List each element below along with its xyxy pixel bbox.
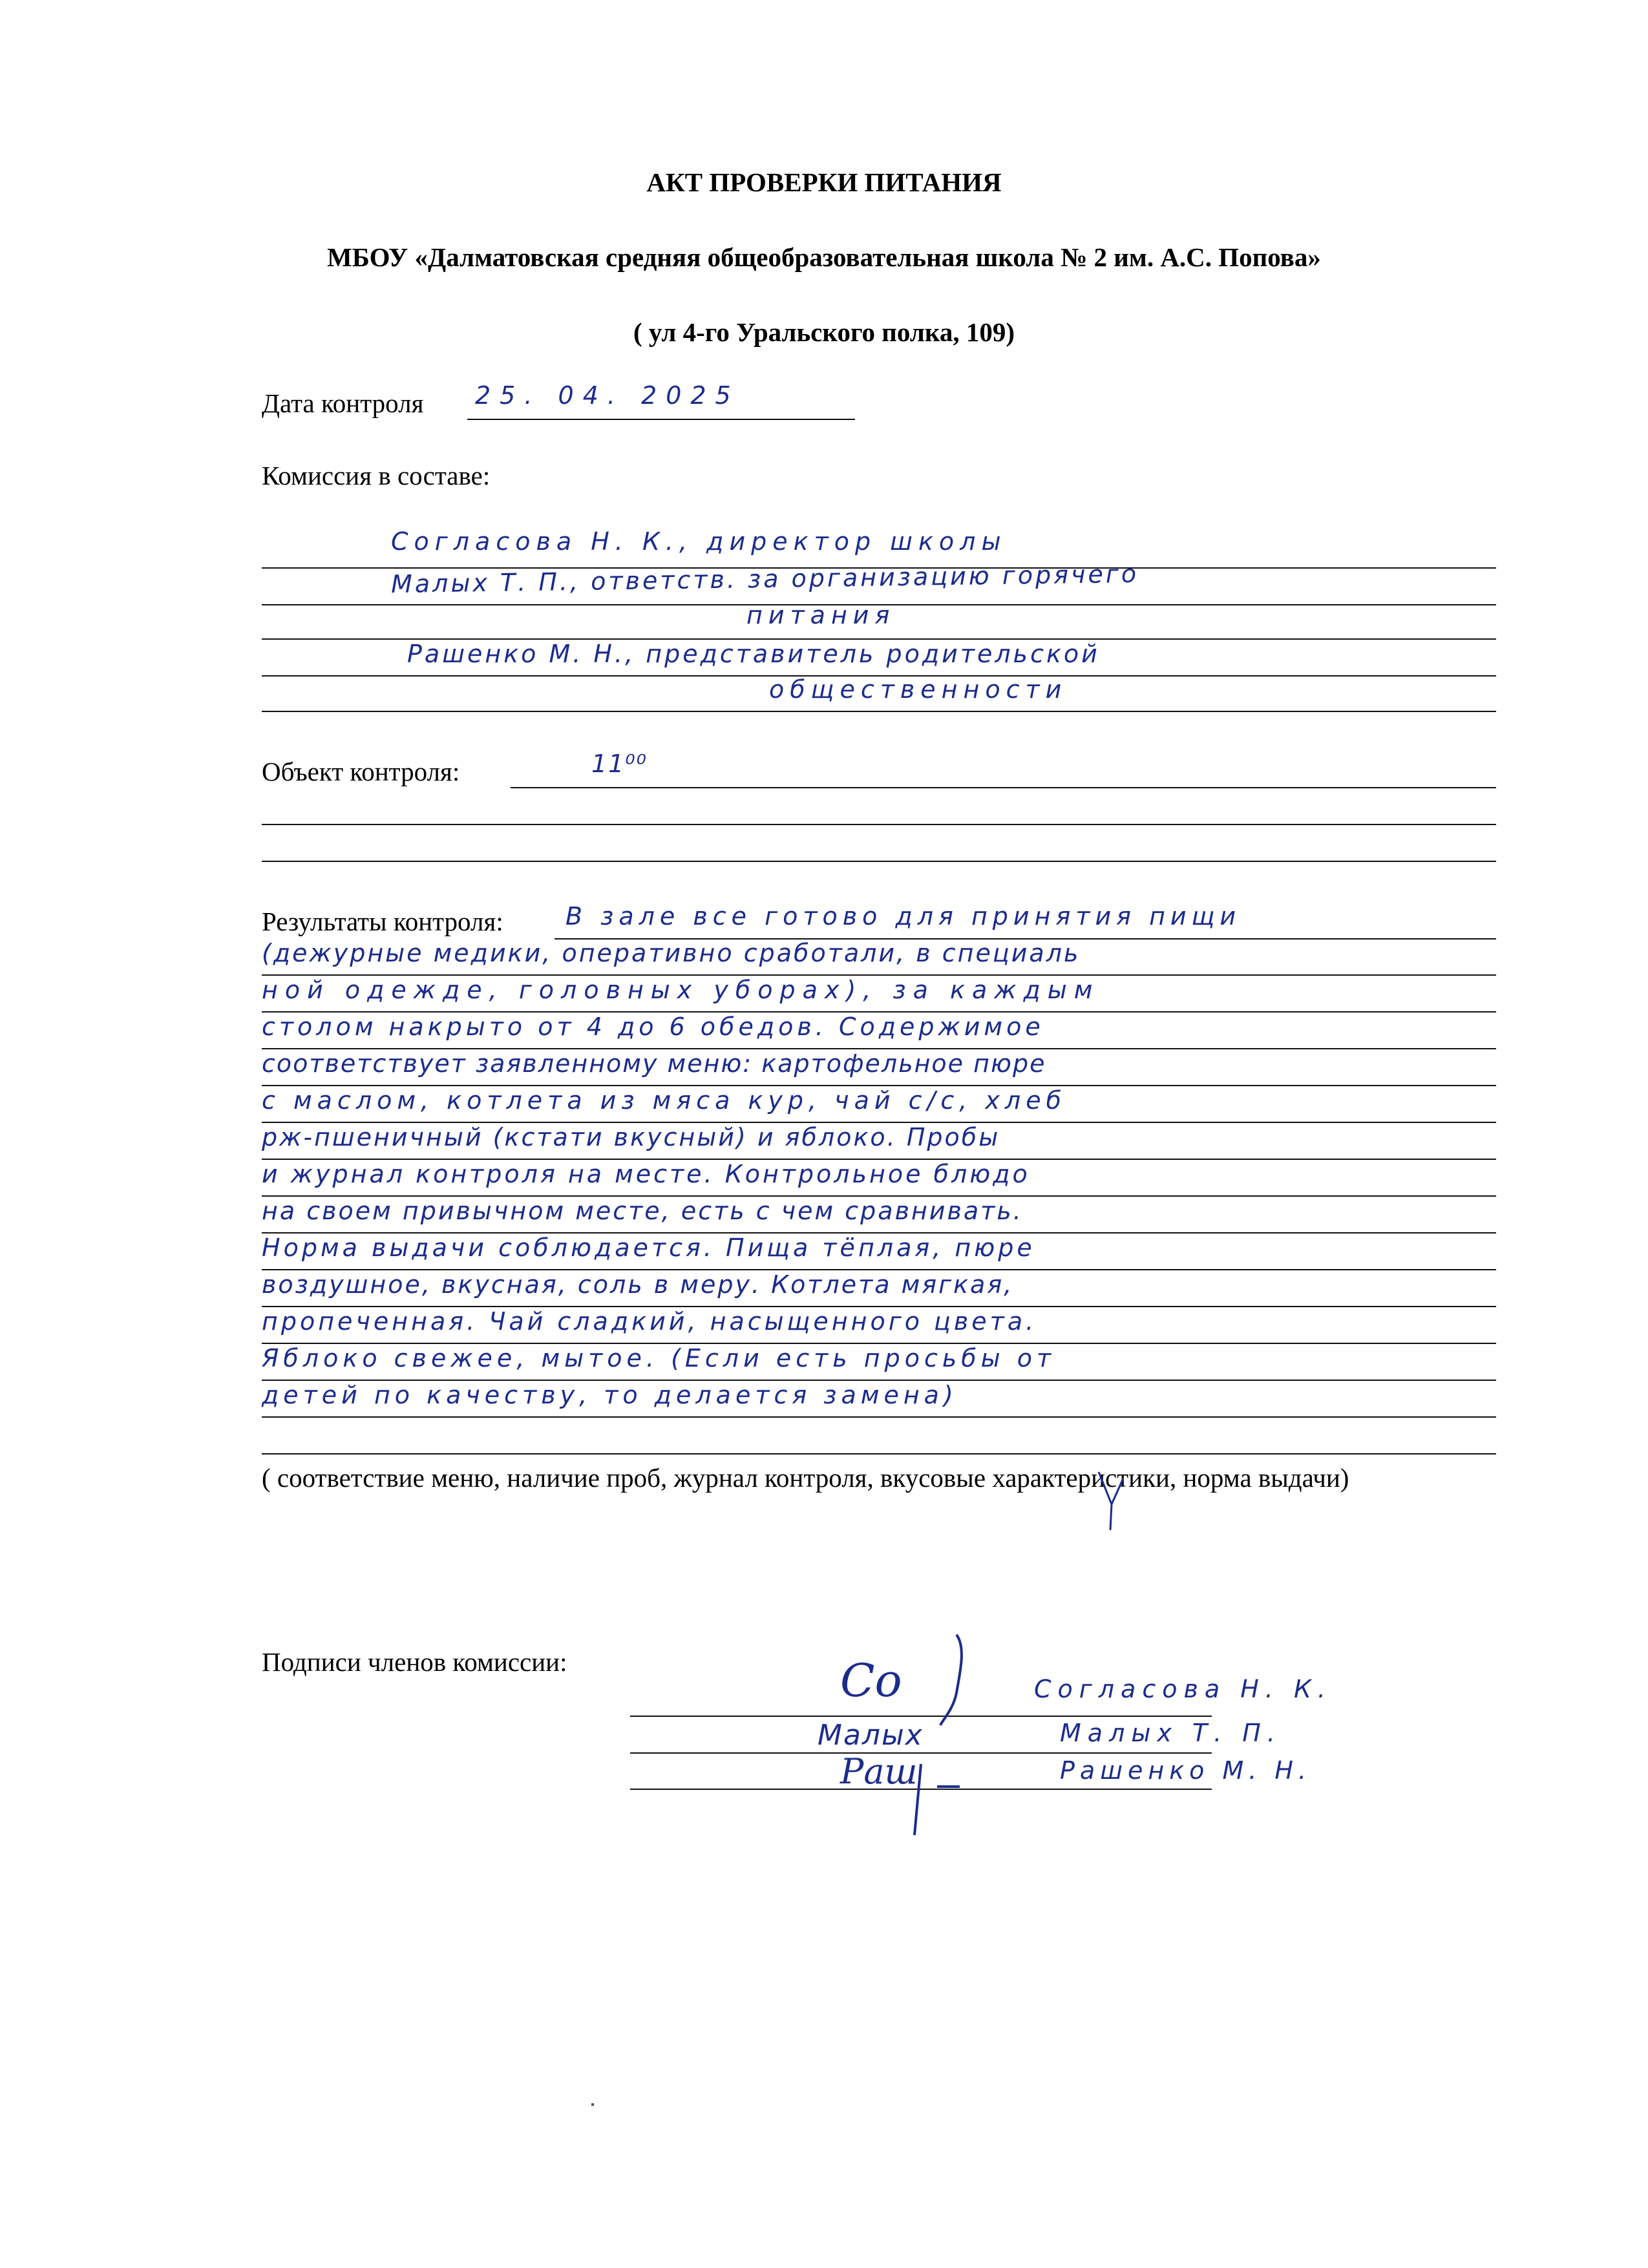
- commission-label: Комиссия в составе:: [262, 461, 491, 490]
- commission-member-line: Рашенко М. Н., представитель родительской: [407, 640, 1100, 668]
- results-rule: [262, 1416, 1496, 1418]
- results-line: воздушное, вкусная, соль в меру. Котлета мягкая,: [262, 1270, 1014, 1299]
- control-object-rule-3: [262, 861, 1496, 862]
- signature-rule-1: [630, 1716, 1212, 1717]
- results-rule: [262, 1453, 1496, 1454]
- results-line: рж-пшеничный (кстати вкусный) и яблоко. Пробы: [262, 1123, 1000, 1151]
- results-line: с маслом, котлета из мяса кур, чай с/с, хлеб: [262, 1086, 1067, 1115]
- control-date-value: 25. 04. 2025: [475, 381, 740, 410]
- signature-1-flourish: [931, 1628, 982, 1732]
- results-label: Результаты контроля:: [262, 907, 503, 936]
- results-line: детей по качеству, то делается замена): [262, 1381, 958, 1409]
- results-line: соответствует заявленному меню: картофельное пюре: [262, 1049, 1046, 1078]
- results-line: (дежурные медики, оперативно сработали, в специаль: [262, 939, 1081, 967]
- results-line: и журнал контроля на месте. Контрольное блюдо: [262, 1160, 1030, 1188]
- school-name: МБОУ «Далматовская средняя общеобразовательная школа № 2 им. А.С. Попова»: [327, 242, 1321, 272]
- signature-3-flourish: [902, 1758, 966, 1842]
- pen-stroke-mark: [1092, 1465, 1131, 1537]
- signature-1: Со: [840, 1654, 902, 1707]
- signatory-name-1: Согласова Н. К.: [1034, 1675, 1333, 1703]
- control-date-label: Дата контроля: [262, 388, 424, 418]
- signature-2: Малых: [818, 1719, 924, 1752]
- commission-member-line: питания: [746, 601, 896, 629]
- results-line: столом накрыто от 4 до 6 обедов. Содержимое: [262, 1013, 1044, 1041]
- control-object-value: 11⁰⁰: [591, 750, 648, 778]
- signature-3: Раш: [840, 1751, 918, 1792]
- results-line: ной одежде, головных уборах), за каждым: [262, 976, 1100, 1004]
- results-line: на своем привычном месте, есть с чем сравнивать.: [262, 1197, 1023, 1225]
- commission-rule-5: [262, 711, 1496, 712]
- signatory-name-3: Рашенко М. Н.: [1060, 1756, 1312, 1785]
- signatory-name-2: Малых Т. П.: [1060, 1719, 1282, 1747]
- results-line: Норма выдачи соблюдается. Пища тёплая, пюре: [262, 1234, 1035, 1262]
- school-address: ( ул 4-го Уральского полка, 109): [633, 317, 1015, 347]
- results-line: Яблоко свежее, мытое. (Если есть просьбы от: [262, 1344, 1056, 1372]
- control-object-rule-2: [262, 824, 1496, 825]
- control-object-label: Объект контроля:: [262, 757, 460, 786]
- signatures-label: Подписи членов комиссии:: [262, 1647, 567, 1677]
- commission-member-line: Малых Т. П., ответств. за организацию горячего: [390, 559, 1139, 599]
- results-hint: ( соответствие меню, наличие проб, журнал контроля, вкусовые характеристики, норма выдачи): [262, 1463, 1349, 1493]
- control-date-rule: [467, 419, 855, 420]
- commission-member-line: общественности: [769, 675, 1068, 704]
- document-title: АКТ ПРОВЕРКИ ПИТАНИЯ: [646, 167, 1002, 197]
- signature-rule-2: [630, 1752, 1212, 1754]
- results-line: В зале все готово для принятия пищи: [565, 902, 1241, 930]
- results-line: пропеченная. Чай сладкий, насыщенного цвета.: [262, 1307, 1037, 1336]
- scan-speck: [591, 2103, 594, 2106]
- control-object-rule-1: [511, 787, 1496, 788]
- commission-member-line: Согласова Н. К., директор школы: [391, 527, 1007, 556]
